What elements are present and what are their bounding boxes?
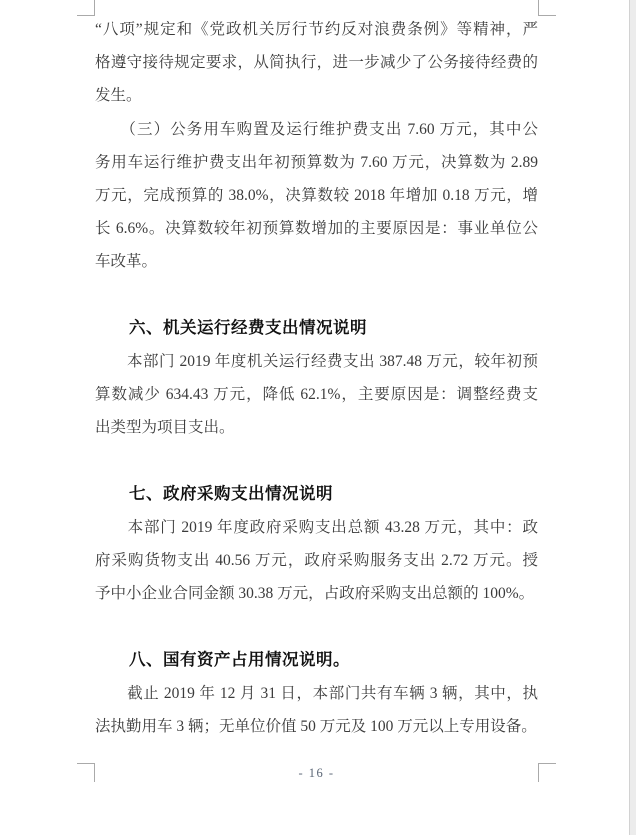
text-line: 算数减少 634.43 万元，降低 62.1%，主要原因是：调整经费支 — [95, 386, 538, 404]
text-line: 万元，完成预算的 38.0%，决算数较 2018 年增加 0.18 万元，增 — [95, 186, 538, 204]
text-line: 本部门 2019 年度政府采购支出总额 43.28 万元，其中：政 — [95, 518, 538, 536]
paragraph — [95, 13, 538, 113]
crop-mark-top-left — [77, 0, 95, 16]
paragraph — [95, 511, 538, 611]
text-line: 府采购货物支出 40.56 万元，政府采购服务支出 2.72 万元。授 — [95, 552, 538, 569]
crop-mark-bottom-left — [77, 763, 95, 782]
paragraph — [95, 113, 538, 279]
text-line: “八项”规定和《党政机关厉行节约反对浪费条例》等精神，严 — [95, 21, 538, 38]
crop-mark-top-right — [538, 0, 556, 16]
text-line: 出类型为项目支出。 — [95, 419, 235, 437]
text-line: 发生。 — [95, 87, 142, 105]
text-line: 长 6.6%。决算数较年初预算数增加的主要原因是：事业单位公 — [95, 220, 538, 238]
text-line: 本部门 2019 年度机关运行经费支出 387.48 万元，较年初预 — [95, 352, 538, 370]
text-line: 格遵守接待规定要求，从简执行，进一步减少了公务接待经费的 — [95, 54, 538, 72]
text-line: 予中小企业合同金额 30.38 万元，占政府采购支出总额的 100%。 — [95, 585, 535, 603]
paragraph — [95, 345, 538, 445]
text-line: 截止 2019 年 12 月 31 日，本部门共有车辆 3 辆，其中，执 — [95, 684, 538, 702]
page-right-edge — [629, 0, 636, 835]
section-heading — [95, 644, 538, 677]
section-heading — [95, 312, 538, 345]
text-line: 七、政府采购支出情况说明 — [95, 484, 333, 503]
crop-mark-bottom-right — [538, 763, 556, 782]
text-line: 八、国有资产占用情况说明。 — [95, 650, 350, 669]
text-line: （三）公务用车购置及运行维护费支出 7.60 万元，其中公 — [95, 120, 538, 138]
text-line: 车改革。 — [95, 253, 158, 271]
document-body — [95, 13, 538, 743]
text-line: 六、机关运行经费支出情况说明 — [95, 318, 367, 337]
section-heading — [95, 478, 538, 511]
text-line: 务用车运行维护费支出年初预算数为 7.60 万元，决算数为 2.89 — [95, 153, 538, 171]
paragraph — [95, 677, 538, 743]
text-line: 法执勤用车 3 辆；无单位价值 50 万元及 100 万元以上专用设备。 — [95, 717, 537, 735]
page-number: - 16 - — [298, 766, 335, 780]
